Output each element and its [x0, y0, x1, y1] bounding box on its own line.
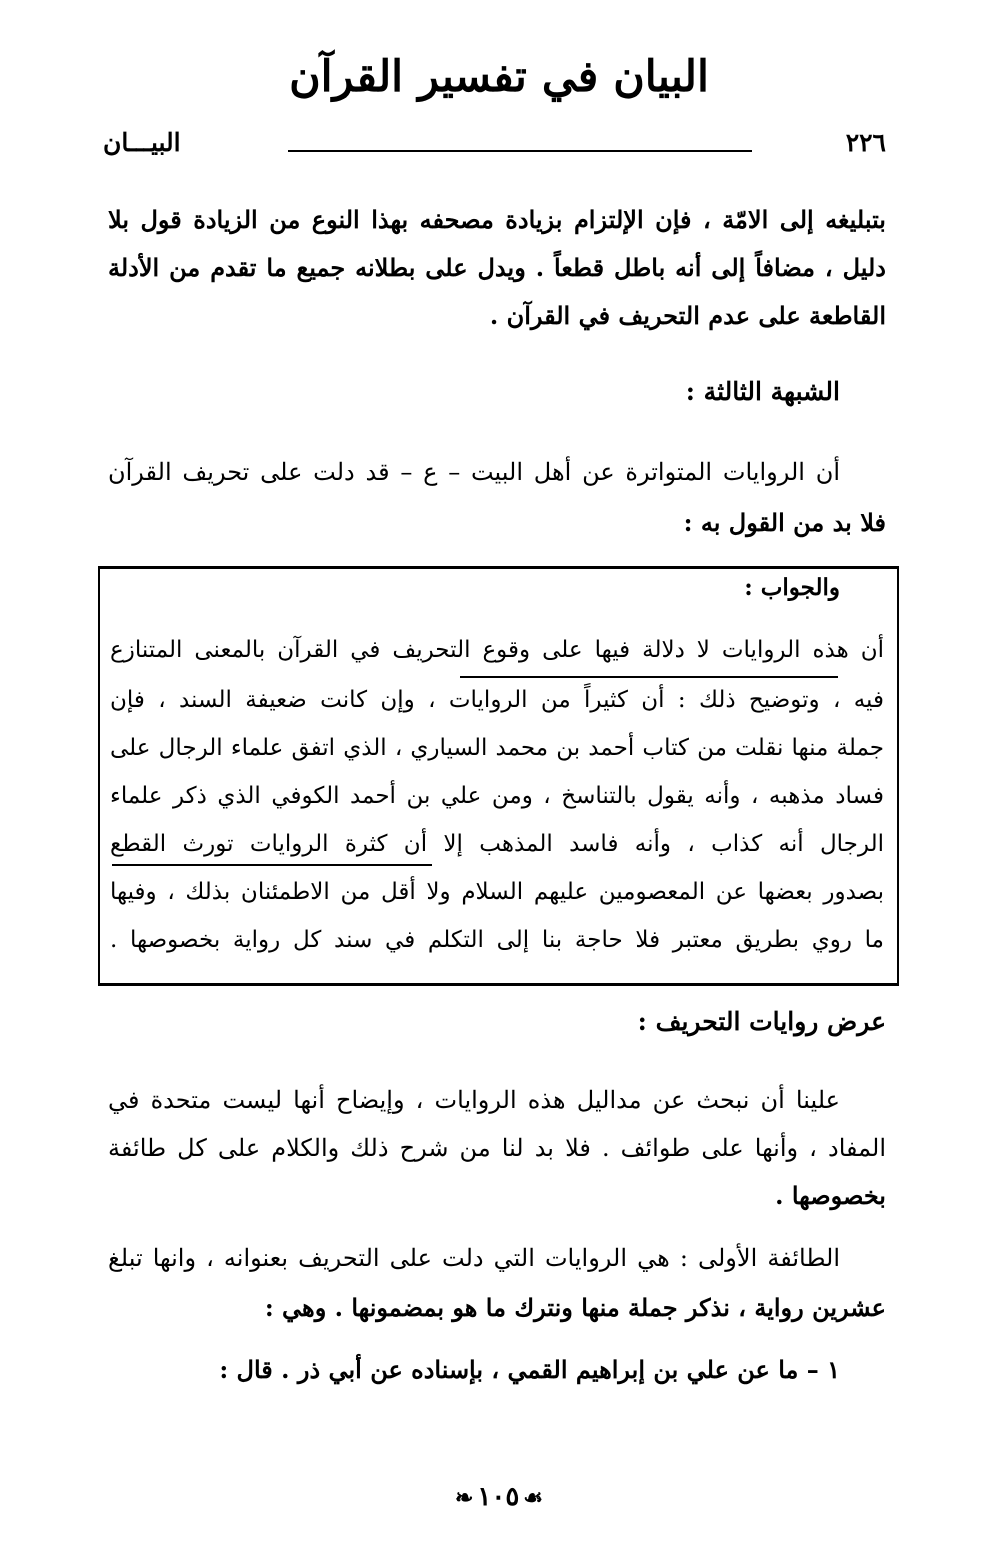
- narrations-line-2: المفاد ، وأنها على طوائف . فلا بد لنا من شرح ذلك والكلام على كل طائفة: [108, 1134, 886, 1162]
- answer-underline-1: [460, 676, 838, 678]
- narrations-line-1: علينا أن نبحث عن مداليل هذه الروايات ، وإيضاح أنها ليست متحدة في: [108, 1086, 840, 1114]
- answer-heading: والجواب :: [744, 574, 840, 601]
- intro-line-3: القاطعة على عدم التحريف في القرآن .: [489, 301, 886, 330]
- third-doubt-line-2: فلا بد من القول به :: [683, 508, 886, 537]
- answer-underline-2: [112, 864, 432, 866]
- answer-line-3: جملة منها نقلت من كتاب أحمد بن محمد السياري ، الذي اتفق علماء الرجال على: [110, 735, 884, 761]
- answer-line-6: بصدور بعضها عن المعصومين عليهم السلام ولا أقل من الاطمئنان بذلك ، وفيها: [110, 879, 884, 905]
- folio-number: ١٠٥: [477, 1482, 520, 1512]
- answer-line-7: ما روي بطريق معتبر فلا حاجة بنا إلى التكلم في سند كل رواية بخصوصها .: [110, 927, 884, 953]
- answer-line-5: الرجال أنه كذاب ، وأنه فاسد المذهب إلا أن كثرة الروايات تورث القطع: [110, 831, 884, 857]
- leaf-ornament-icon: ☙: [523, 1485, 544, 1511]
- first-group-line-2: عشرين رواية ، نذكر جملة منها ونترك ما هو بمضمونها . وهي :: [264, 1293, 886, 1322]
- intro-line-2: دليل ، مضافاً إلى أنه باطل قطعاً . ويدل على بطلانه جميع ما تقدم من الأدلة: [108, 253, 886, 282]
- third-doubt-line-1: أن الروايات المتواترة عن أهل البيت – ع – قد دلت على تحريف القرآن: [108, 458, 840, 486]
- narrations-line-3: بخصوصها .: [775, 1181, 886, 1210]
- book-title: البيان في تفسير القرآن: [289, 52, 709, 102]
- page-footer: [0, 1482, 998, 1512]
- intro-line-1: بتبليغه إلى الامّة ، فإن الإلتزام بزيادة مصحفه بهذا النوع من الزيادة قول بلا: [108, 205, 886, 234]
- third-doubt-heading: الشبهة الثالثة :: [685, 377, 840, 406]
- answer-line-1: أن هذه الروايات لا دلالة فيها على وقوع التحريف في القرآن بالمعنى المتنازع: [110, 637, 884, 663]
- answer-line-2: فيه ، وتوضيح ذلك : أن كثيراً من الروايات ، وإن كانت ضعيفة السند ، فإن: [110, 687, 884, 713]
- leaf-ornament-icon: ❧: [454, 1485, 474, 1511]
- header-rule: [288, 150, 752, 152]
- narrations-heading: عرض روايات التحريف :: [637, 1007, 886, 1036]
- page-number: ٢٢٦: [845, 128, 886, 157]
- first-group-item-1: ١ – ما عن علي بن إبراهيم القمي ، بإسناده عن أبي ذر . قال :: [219, 1355, 840, 1384]
- answer-line-4: فساد مذهبه ، وأنه يقول بالتناسخ ، ومن علي بن أحمد الكوفي الذي ذكر علماء: [110, 783, 884, 809]
- first-group-line-1: الطائفة الأولى : هي الروايات التي دلت على التحريف بعنوانه ، وانها تبلغ: [108, 1244, 840, 1272]
- running-head: البيـــان: [103, 128, 181, 157]
